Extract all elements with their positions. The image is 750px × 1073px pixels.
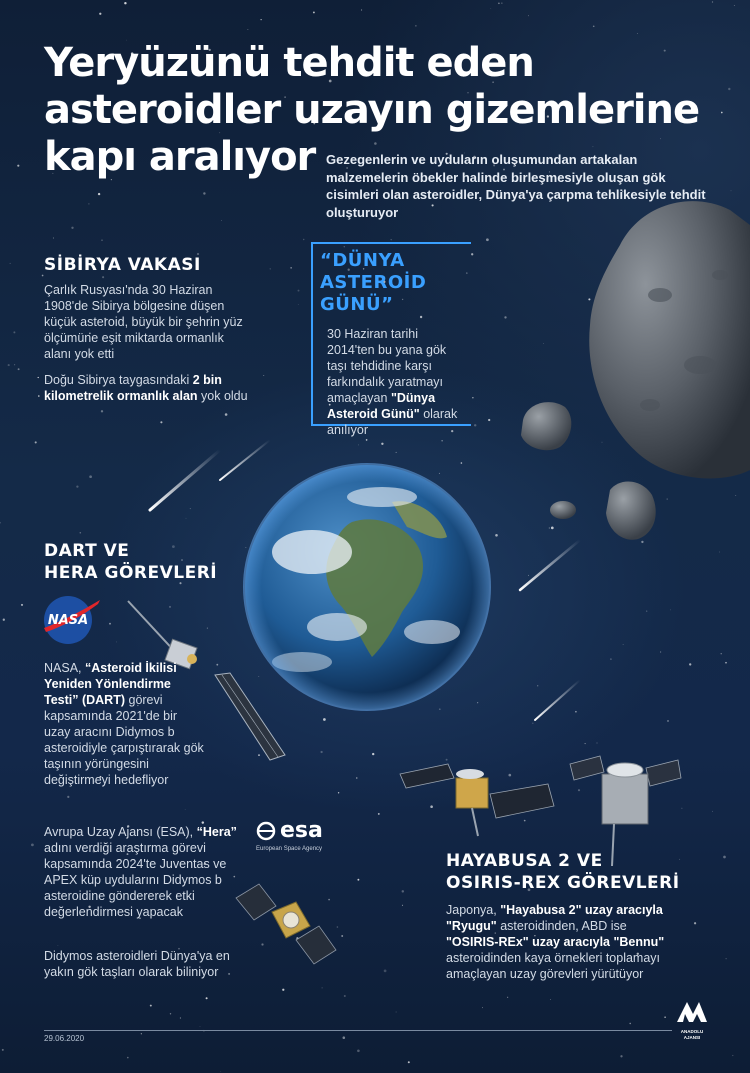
star bbox=[734, 5, 735, 6]
star bbox=[593, 25, 595, 27]
star bbox=[270, 268, 271, 269]
star bbox=[116, 641, 117, 642]
dart-paragraph: NASA, “Asteroid İkilisi Yeniden Yönlendirme Testi” (DART) görevi kapsamında 2021'de bir uzay aracını Didymos b asteroidiyle çarpıştırarak gök taşının yörüngesini değiştirmeyi hedefliyor bbox=[44, 661, 204, 787]
hera-spacecraft-image bbox=[234, 878, 344, 978]
star bbox=[38, 395, 40, 397]
star bbox=[3, 619, 5, 621]
star bbox=[8, 364, 10, 366]
star bbox=[391, 239, 392, 240]
star bbox=[501, 3, 502, 4]
star bbox=[80, 532, 82, 534]
star bbox=[221, 220, 222, 221]
star bbox=[712, 811, 713, 812]
star bbox=[504, 316, 506, 318]
star bbox=[141, 1033, 142, 1034]
star bbox=[550, 999, 551, 1000]
star bbox=[38, 377, 39, 378]
star bbox=[160, 421, 162, 423]
star bbox=[402, 905, 403, 906]
star bbox=[101, 410, 103, 412]
star bbox=[200, 1026, 201, 1027]
star bbox=[220, 1071, 221, 1072]
star bbox=[18, 368, 20, 370]
star bbox=[528, 15, 529, 16]
star bbox=[53, 238, 54, 239]
star bbox=[585, 743, 586, 744]
star bbox=[58, 945, 59, 946]
star bbox=[732, 1055, 733, 1056]
star bbox=[408, 1061, 410, 1063]
star bbox=[127, 1057, 129, 1059]
anadolu-agency-logo bbox=[672, 1000, 712, 1041]
star bbox=[338, 792, 339, 793]
esa-emblem-icon bbox=[256, 821, 276, 841]
star bbox=[597, 743, 598, 744]
star bbox=[17, 165, 19, 167]
star bbox=[248, 29, 249, 30]
star bbox=[170, 1013, 171, 1014]
star bbox=[320, 751, 322, 753]
star bbox=[372, 753, 374, 755]
star bbox=[361, 10, 362, 11]
star bbox=[396, 1012, 397, 1013]
star bbox=[712, 1, 713, 2]
star bbox=[109, 623, 111, 625]
star bbox=[290, 267, 291, 268]
star bbox=[76, 485, 78, 487]
star bbox=[89, 475, 92, 478]
footer-divider bbox=[44, 1030, 672, 1031]
star bbox=[472, 397, 473, 398]
asteroid-day-text: 30 Haziran tarihi 2014'ten bu yana gök taşı tehdidine karşı farkındalık yaratmayı amaçlayan "Dünya Asteroid Günü" olarak anılıyor bbox=[327, 327, 458, 437]
star bbox=[2, 1049, 4, 1051]
star bbox=[13, 331, 15, 333]
esa-subtitle: European Space Agency bbox=[256, 846, 323, 852]
page-title: Yeryüzünü tehdit eden asteroidler uzayın gizemlerine kapı aralıyor bbox=[44, 40, 700, 180]
star bbox=[298, 304, 299, 305]
didymos-paragraph: Didymos asteroidleri Dünya'ya en yakın gök taşları olarak biliniyor bbox=[44, 949, 230, 979]
star bbox=[629, 1023, 630, 1024]
star bbox=[225, 413, 228, 416]
dart-hera-heading: DART VE HERA GÖREVLERİ bbox=[44, 541, 218, 583]
star bbox=[728, 88, 730, 90]
star bbox=[203, 192, 205, 194]
star bbox=[721, 112, 723, 114]
star bbox=[298, 290, 300, 292]
star bbox=[185, 809, 186, 810]
star bbox=[21, 604, 23, 606]
nasa-logo-text: NASA bbox=[47, 613, 89, 628]
star bbox=[102, 276, 104, 278]
aa-emblem-icon bbox=[675, 1000, 709, 1024]
star bbox=[482, 1007, 483, 1008]
star bbox=[415, 25, 416, 26]
star bbox=[543, 343, 544, 344]
star bbox=[303, 239, 304, 240]
star bbox=[356, 777, 357, 778]
star bbox=[206, 997, 208, 999]
esa-logo-text: esa bbox=[280, 818, 323, 843]
star bbox=[282, 989, 284, 991]
star bbox=[14, 364, 15, 365]
star bbox=[664, 1016, 665, 1017]
star bbox=[488, 419, 490, 421]
siberia-heading: SİBİRYA VAKASI bbox=[44, 255, 201, 275]
star bbox=[474, 424, 476, 426]
star bbox=[313, 11, 315, 13]
star bbox=[694, 922, 696, 924]
star bbox=[637, 33, 638, 34]
siberia-paragraph-2: Doğu Sibirya taygasındaki 2 bin kilometrelik ormanlık alan yok oldu bbox=[44, 373, 248, 403]
star bbox=[357, 879, 359, 881]
star bbox=[378, 813, 380, 815]
hayabusa2-spacecraft-image bbox=[398, 752, 558, 842]
star bbox=[344, 995, 346, 997]
star bbox=[261, 19, 262, 20]
hera-paragraph: Avrupa Uzay Ajansı (ESA), “Hera” adını verdiği araştırma görevi kapsamında 2024'te Juventas ve APEX küp uydularını Didymos b asteroidine göndererek etki değerlendirmesi yapacak bbox=[44, 825, 237, 919]
star bbox=[263, 375, 264, 376]
esa-logo bbox=[256, 820, 356, 852]
star bbox=[498, 2, 500, 4]
star bbox=[490, 8, 491, 9]
star bbox=[343, 1036, 346, 1039]
star bbox=[150, 1005, 152, 1007]
footer-date: 29.06.2020 bbox=[44, 1034, 85, 1043]
star bbox=[507, 997, 508, 998]
intro-text: Gezegenlerin ve uyduların oluşumundan artakalan malzemelerin öbekler halinde birleşmesiyle oluşan gök cisimleri olan asteroidler, Dünya'ya çarpma tehlikesiyle tehdit oluşturuyor bbox=[326, 152, 706, 220]
star bbox=[67, 796, 69, 798]
nasa-logo bbox=[40, 594, 102, 646]
star bbox=[486, 238, 489, 241]
star bbox=[88, 203, 89, 204]
star bbox=[384, 970, 387, 973]
aa-logo-text: ANADOLU AJANSI bbox=[680, 1029, 704, 1040]
star bbox=[124, 2, 126, 4]
star bbox=[31, 844, 34, 847]
star bbox=[101, 239, 103, 241]
star bbox=[322, 987, 323, 988]
siberia-paragraph-1: Çarlık Rusyası'nda 30 Haziran 1908'de Sibirya bölgesine düşen küçük asteroid, büyük bir şehrin yüz ölçümüne eşit miktarda ormanlık alanı yok etti bbox=[44, 283, 243, 361]
star bbox=[35, 441, 37, 443]
star bbox=[402, 890, 404, 892]
star bbox=[620, 1055, 622, 1057]
star bbox=[98, 193, 100, 195]
hayabusa-osiris-paragraph: Japonya, "Hayabusa 2" uzay aracıyla "Ryugu" asteroidinden, ABD ise "OSIRIS-REx" uzay aracıyla "Bennu" asteroidinden kaya örnekleri toplamayı amaçlayan uzay görevleri yürütüyor bbox=[446, 903, 665, 981]
star bbox=[726, 958, 727, 959]
star bbox=[723, 856, 726, 859]
star bbox=[71, 227, 73, 229]
star bbox=[180, 1017, 181, 1018]
hayabusa-osiris-heading: HAYABUSA 2 VE OSIRIS-REX GÖREVLERİ bbox=[446, 851, 680, 893]
star bbox=[0, 522, 1, 524]
star bbox=[10, 263, 11, 264]
star bbox=[357, 1049, 360, 1052]
star bbox=[471, 253, 473, 255]
star bbox=[99, 13, 101, 15]
asteroid-day-heading: “DÜNYA ASTEROİD GÜNÜ” bbox=[320, 250, 427, 315]
